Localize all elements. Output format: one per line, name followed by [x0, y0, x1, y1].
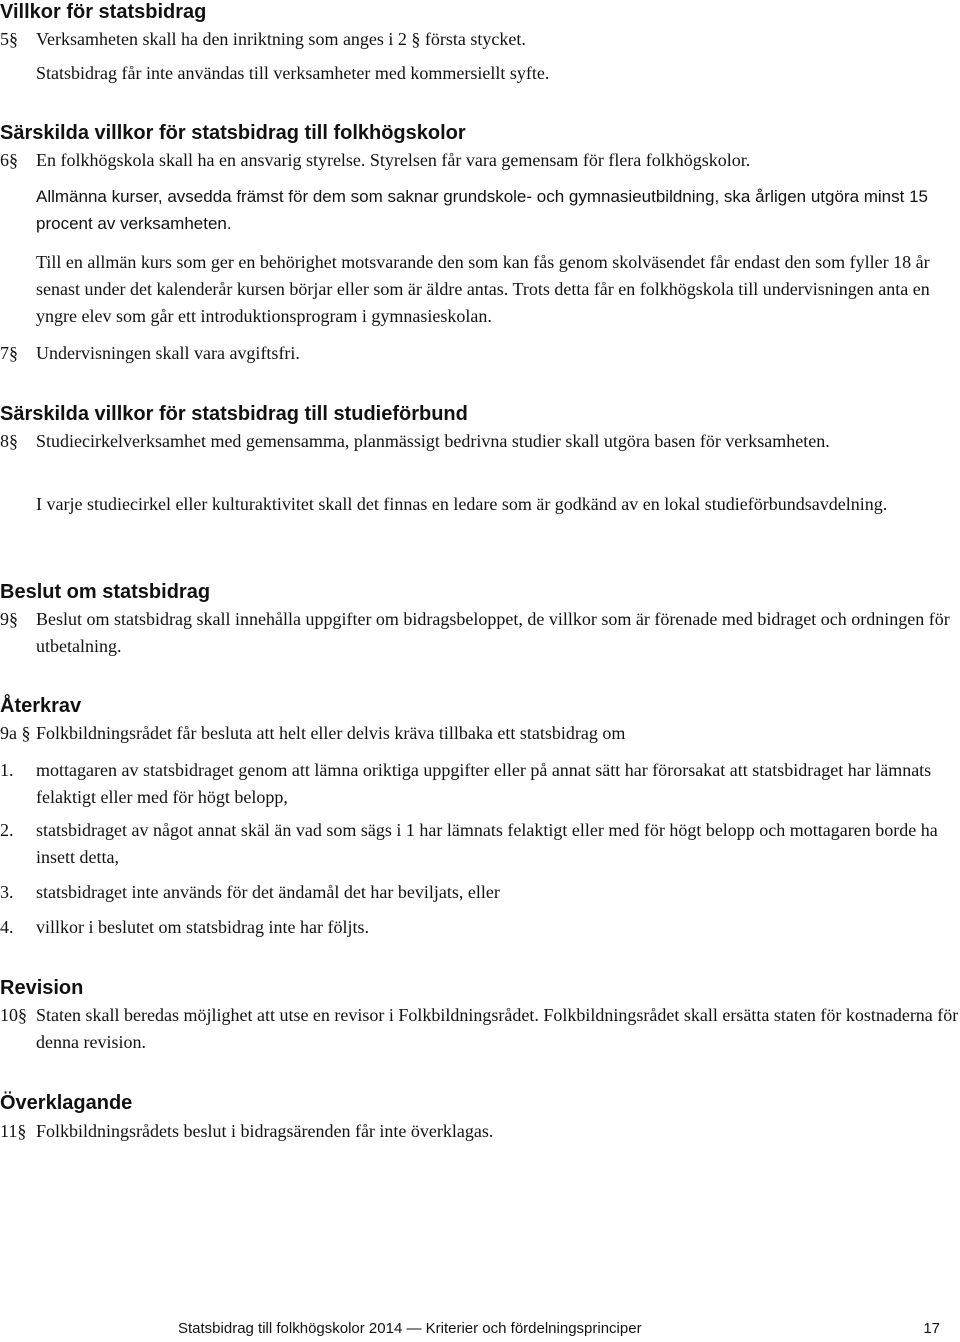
- heading-studieforbund: Särskilda villkor för statsbidrag till studieförbund: [0, 403, 468, 425]
- paragraph-text: Beslut om statsbidrag skall innehålla uppgifter om bidragsbeloppet, de villkor som är förenade med bidraget och ordningen för utbetalning.: [36, 609, 950, 656]
- list-item-number: 4.: [0, 917, 14, 937]
- list-item-text: mottagaren av statsbidraget genom att lämna oriktiga uppgifter eller på annat sätt har förorsakat att statsbidraget har lämnats felaktigt eller med för högt belopp,: [36, 760, 932, 807]
- paragraph: [0, 183, 960, 237]
- list-item: [0, 817, 960, 871]
- section-number: 11§: [0, 1121, 27, 1141]
- paragraph-text: Studiecirkelverksamhet med gemensamma, planmässigt bedrivna studier skall utgöra basen för verksamheten.: [36, 431, 830, 451]
- list-item: [0, 879, 960, 906]
- paragraph-text: I varje studiecirkel eller kulturaktivitet skall det finnas en ledare som är godkänd av en lokal studieförbundsavdelning.: [36, 494, 888, 514]
- section-number: 6§: [0, 150, 18, 170]
- list-item: [0, 757, 960, 811]
- paragraph-text: Statsbidrag får inte användas till verksamheter med kommersiellt syfte.: [36, 63, 550, 83]
- section-number: 5§: [0, 29, 18, 49]
- paragraph: [0, 249, 960, 330]
- list-item-number: 1.: [0, 760, 14, 780]
- paragraph-9: [0, 606, 960, 660]
- list-item-text: statsbidraget av något annat skäl än vad som sägs i 1 har lämnats felaktigt eller med för högt belopp och mottagaren borde ha insett detta,: [36, 820, 938, 867]
- paragraph: [0, 60, 960, 87]
- list-item-number: 3.: [0, 882, 14, 902]
- heading-beslut: Beslut om statsbidrag: [0, 581, 211, 603]
- paragraph-5: [0, 26, 960, 53]
- heading-villkor: Villkor för statsbidrag: [0, 1, 207, 23]
- heading-folkhogskolor: Särskilda villkor för statsbidrag till folkhögskolor: [0, 122, 466, 144]
- heading-aterkrav: Återkrav: [0, 695, 82, 717]
- paragraph-11: [0, 1118, 960, 1145]
- page-footer: [178, 1320, 940, 1338]
- section-number: 9§: [0, 609, 18, 629]
- paragraph-9a: [0, 720, 960, 747]
- paragraph-text: Verksamheten skall ha den inriktning som anges i 2 § första stycket.: [36, 29, 526, 49]
- paragraph-text: Folkbildningsrådet får besluta att helt eller delvis kräva tillbaka ett statsbidrag om: [36, 723, 626, 743]
- paragraph-8: [0, 428, 960, 455]
- paragraph-text: Allmänna kurser, avsedda främst för dem som saknar grundskole- och gymnasieutbildning, ska årligen utgöra minst 15 procent av verksamheten.: [36, 187, 928, 233]
- heading-overklagande: Överklagande: [0, 1092, 133, 1114]
- page-number: 17: [923, 1320, 940, 1337]
- paragraph-text: Till en allmän kurs som ger en behörighet motsvarande den som kan fås genom skolväsendet får endast den som fyller 18 år senast under det kalenderår kursen börjar eller som är äldre antas. Trots detta får en folkhögskola till undervisningen anta en yngre elev som går ett introduktionsprogram i gymnasieskolan.: [36, 252, 930, 326]
- list-item-number: 2.: [0, 820, 14, 840]
- list-item: [0, 914, 960, 941]
- paragraph: [0, 491, 960, 518]
- heading-revision: Revision: [0, 977, 84, 999]
- section-number: 9a §: [0, 723, 31, 743]
- section-number: 7§: [0, 343, 18, 363]
- paragraph-text: Undervisningen skall vara avgiftsfri.: [36, 343, 300, 363]
- footer-title: Statsbidrag till folkhögskolor 2014 — Kriterier och fördelningsprinciper: [178, 1320, 642, 1337]
- paragraph-10: [0, 1002, 960, 1056]
- section-number: 10§: [0, 1005, 27, 1025]
- section-number: 8§: [0, 431, 18, 451]
- paragraph-6: [0, 147, 960, 174]
- list-item-text: villkor i beslutet om statsbidrag inte har följts.: [36, 917, 369, 937]
- paragraph-text: Folkbildningsrådets beslut i bidragsärenden får inte överklagas.: [36, 1121, 494, 1141]
- paragraph-text: En folkhögskola skall ha en ansvarig styrelse. Styrelsen får vara gemensam för flera folkhögskolor.: [36, 150, 751, 170]
- paragraph-text: Staten skall beredas möjlighet att utse en revisor i Folkbildningsrådet. Folkbildningsrådet skall ersätta staten för kostnaderna för denna revision.: [36, 1005, 959, 1052]
- paragraph-7: [0, 340, 960, 367]
- list-item-text: statsbidraget inte används för det ändamål det har beviljats, eller: [36, 882, 500, 902]
